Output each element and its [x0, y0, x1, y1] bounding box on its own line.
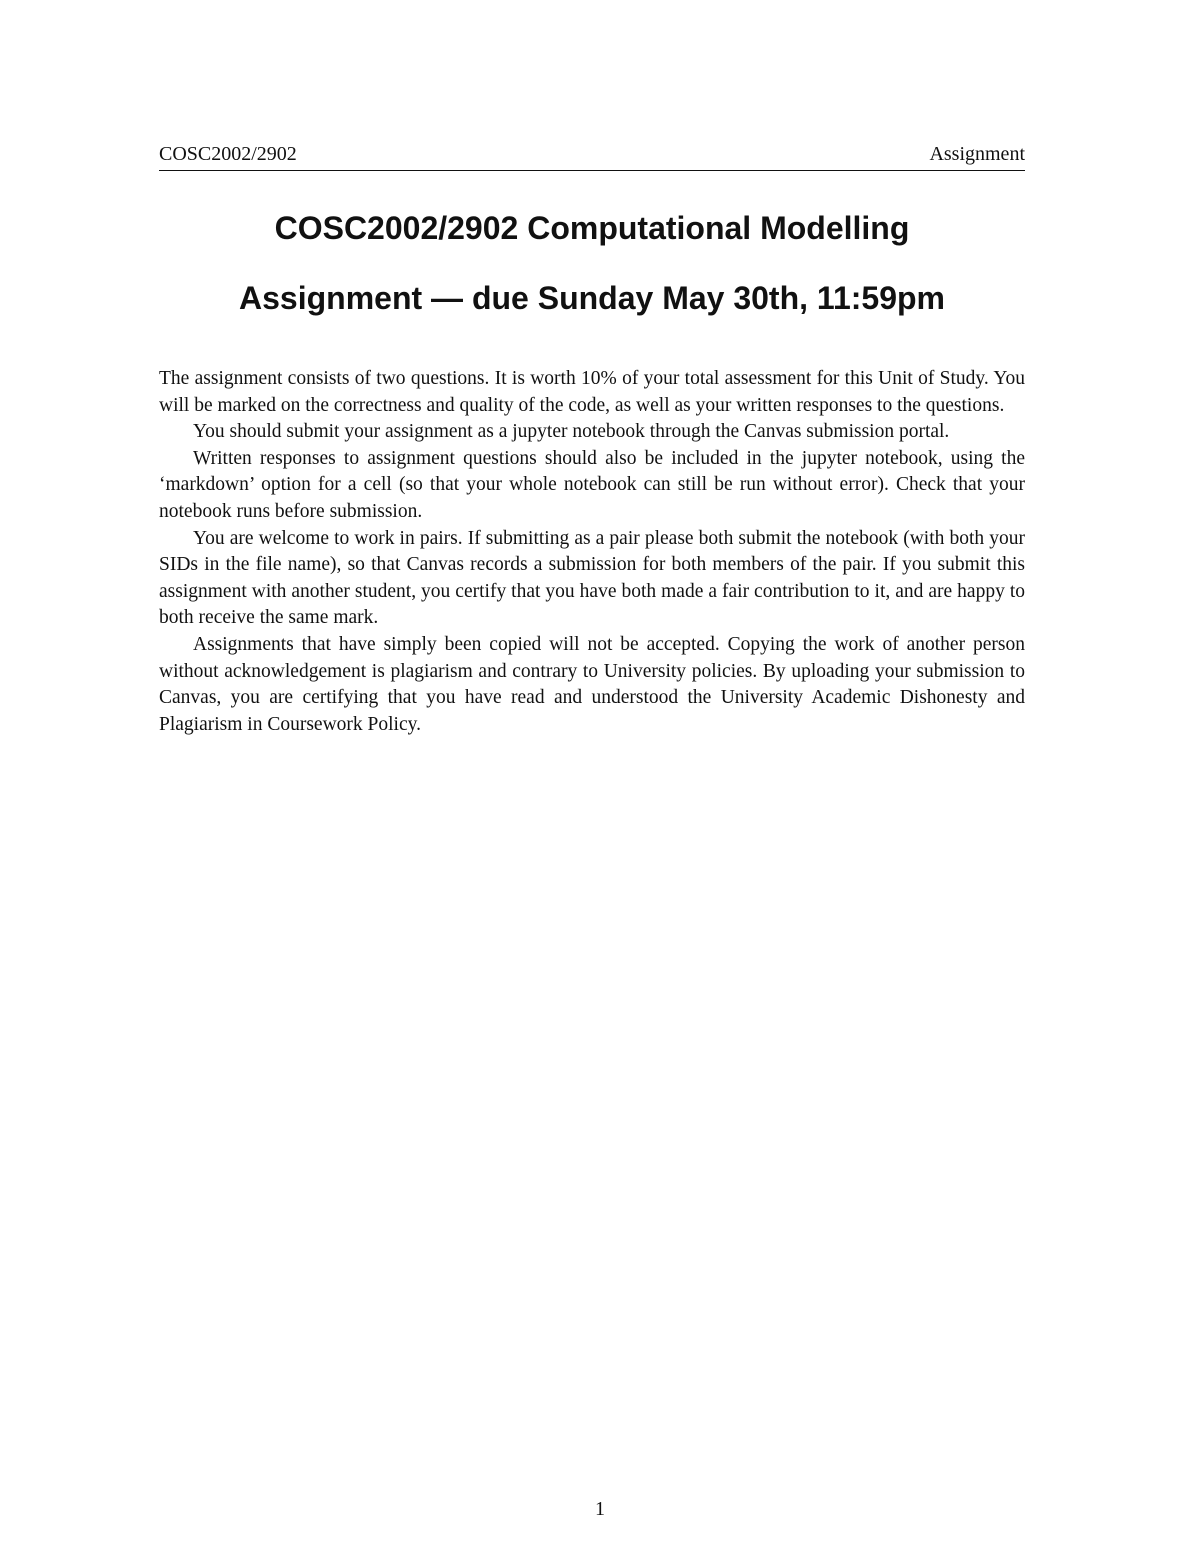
paragraph-written-responses: Written responses to assignment questions should also be included in the jupyter notebook, using the ‘markdown’ option for a cell (so that your whole notebook can still be run without error). Check that your notebook runs before submission. [159, 447, 1025, 522]
paragraph-plagiarism: Assignments that have simply been copied will not be accepted. Copying the work of another person without acknowledgement is plagiarism and contrary to University policies. By uploading your submission to Canvas, you are certifying that you have read and understood the University Academic Dishonesty and Plagiarism in Coursework Policy. [159, 633, 1025, 735]
paragraph-submission: You should submit your assignment as a jupyter notebook through the Canvas submission portal. [193, 421, 950, 443]
document-subtitle-due-date: Assignment — due Sunday May 30th, 11:59pm [239, 280, 945, 316]
running-header [159, 140, 1025, 171]
header-section-label: Assignment [929, 143, 1025, 165]
paragraph-overview: The assignment consists of two questions. It is worth 10% of your total assessment for this Unit of Study. You will be marked on the correctness and quality of the code, as well as your written responses to the questions. [159, 368, 1025, 416]
document-body [159, 366, 1025, 738]
page-number: 1 [595, 1498, 605, 1520]
paragraph-pairs: You are welcome to work in pairs. If submitting as a pair please both submit the notebook (with both your SIDs in the file name), so that Canvas records a submission for both members of the pair. If you submit this assignment with another student, you certify that you have both made a fair contribution to it, and are happy to both receive the same mark. [159, 527, 1025, 629]
header-course-code: COSC2002/2902 [159, 143, 297, 165]
document-title: COSC2002/2902 Computational Modelling [274, 210, 910, 246]
